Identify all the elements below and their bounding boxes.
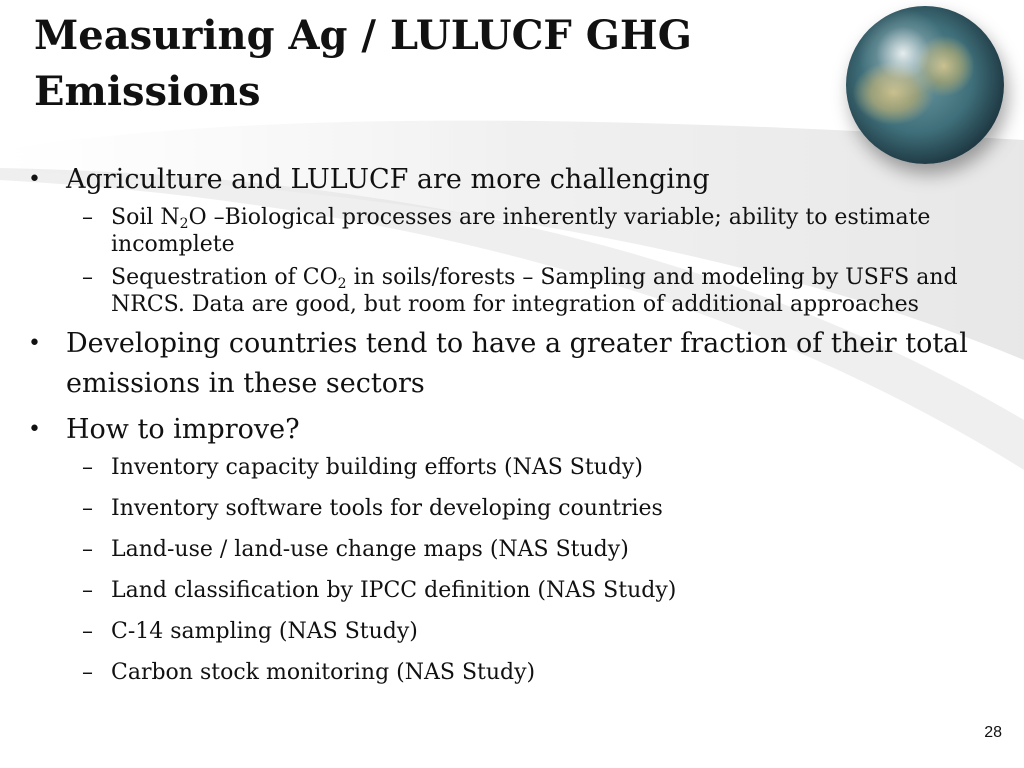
dash-marker: – bbox=[82, 619, 93, 644]
sub-bullet-item bbox=[24, 618, 974, 645]
bullet-marker: • bbox=[28, 167, 41, 192]
bullet-item bbox=[24, 324, 974, 404]
subscript: 2 bbox=[337, 276, 347, 292]
sub-bullet-text-part: Soil N bbox=[111, 205, 180, 230]
sub-bullet-item bbox=[24, 495, 974, 522]
dash-marker: – bbox=[82, 578, 93, 603]
sub-bullet-item bbox=[24, 454, 974, 481]
bullet-text: Developing countries tend to have a greater fraction of their total emissions in these sectors bbox=[66, 328, 968, 399]
page-number: 28 bbox=[984, 724, 1002, 741]
bullet-marker: • bbox=[28, 331, 41, 356]
dash-marker: – bbox=[82, 496, 93, 521]
dash-marker: – bbox=[82, 455, 93, 480]
bullet-item bbox=[24, 410, 974, 450]
sub-bullet-text: Carbon stock monitoring (NAS Study) bbox=[111, 660, 536, 685]
bullet-group-1 bbox=[24, 160, 974, 318]
slide-content bbox=[24, 160, 974, 700]
dash-marker: – bbox=[82, 537, 93, 562]
sub-bullet-text-part: in soils/forests – Sampling and modeling by USFS and NRCS. Data are good, but room for integration of additional approaches bbox=[111, 265, 958, 317]
sub-bullet-text-part: Sequestration of CO bbox=[111, 265, 338, 290]
subscript: 2 bbox=[179, 216, 189, 232]
sub-bullet-item bbox=[24, 536, 974, 563]
sub-bullet-text: Inventory capacity building efforts (NAS Study) bbox=[111, 455, 643, 480]
bullet-text: Agriculture and LULUCF are more challenging bbox=[66, 164, 710, 195]
sub-bullet-text: C-14 sampling (NAS Study) bbox=[111, 619, 418, 644]
sub-bullet-item bbox=[24, 659, 974, 686]
bullet-marker: • bbox=[28, 417, 41, 442]
sub-bullet-text: Inventory software tools for developing countries bbox=[111, 496, 663, 521]
bullet-group-3 bbox=[24, 410, 974, 686]
globe-image bbox=[846, 6, 1004, 164]
dash-marker: – bbox=[82, 265, 93, 290]
sub-bullet-text: Land classification by IPCC definition (NAS Study) bbox=[111, 578, 677, 603]
sub-bullet-item bbox=[24, 264, 974, 318]
slide-title: Measuring Ag / LULUCF GHG Emissions bbox=[34, 12, 692, 115]
sub-bullet-text: Land-use / land-use change maps (NAS Study) bbox=[111, 537, 629, 562]
bullet-item bbox=[24, 160, 974, 200]
dash-marker: – bbox=[82, 660, 93, 685]
sub-bullet-item bbox=[24, 204, 974, 258]
sub-bullet-item bbox=[24, 577, 974, 604]
bullet-text: How to improve? bbox=[66, 414, 300, 445]
dash-marker: – bbox=[82, 205, 93, 230]
sub-bullet-text-part: O –Biological processes are inherently variable; ability to estimate incomplete bbox=[111, 205, 931, 257]
